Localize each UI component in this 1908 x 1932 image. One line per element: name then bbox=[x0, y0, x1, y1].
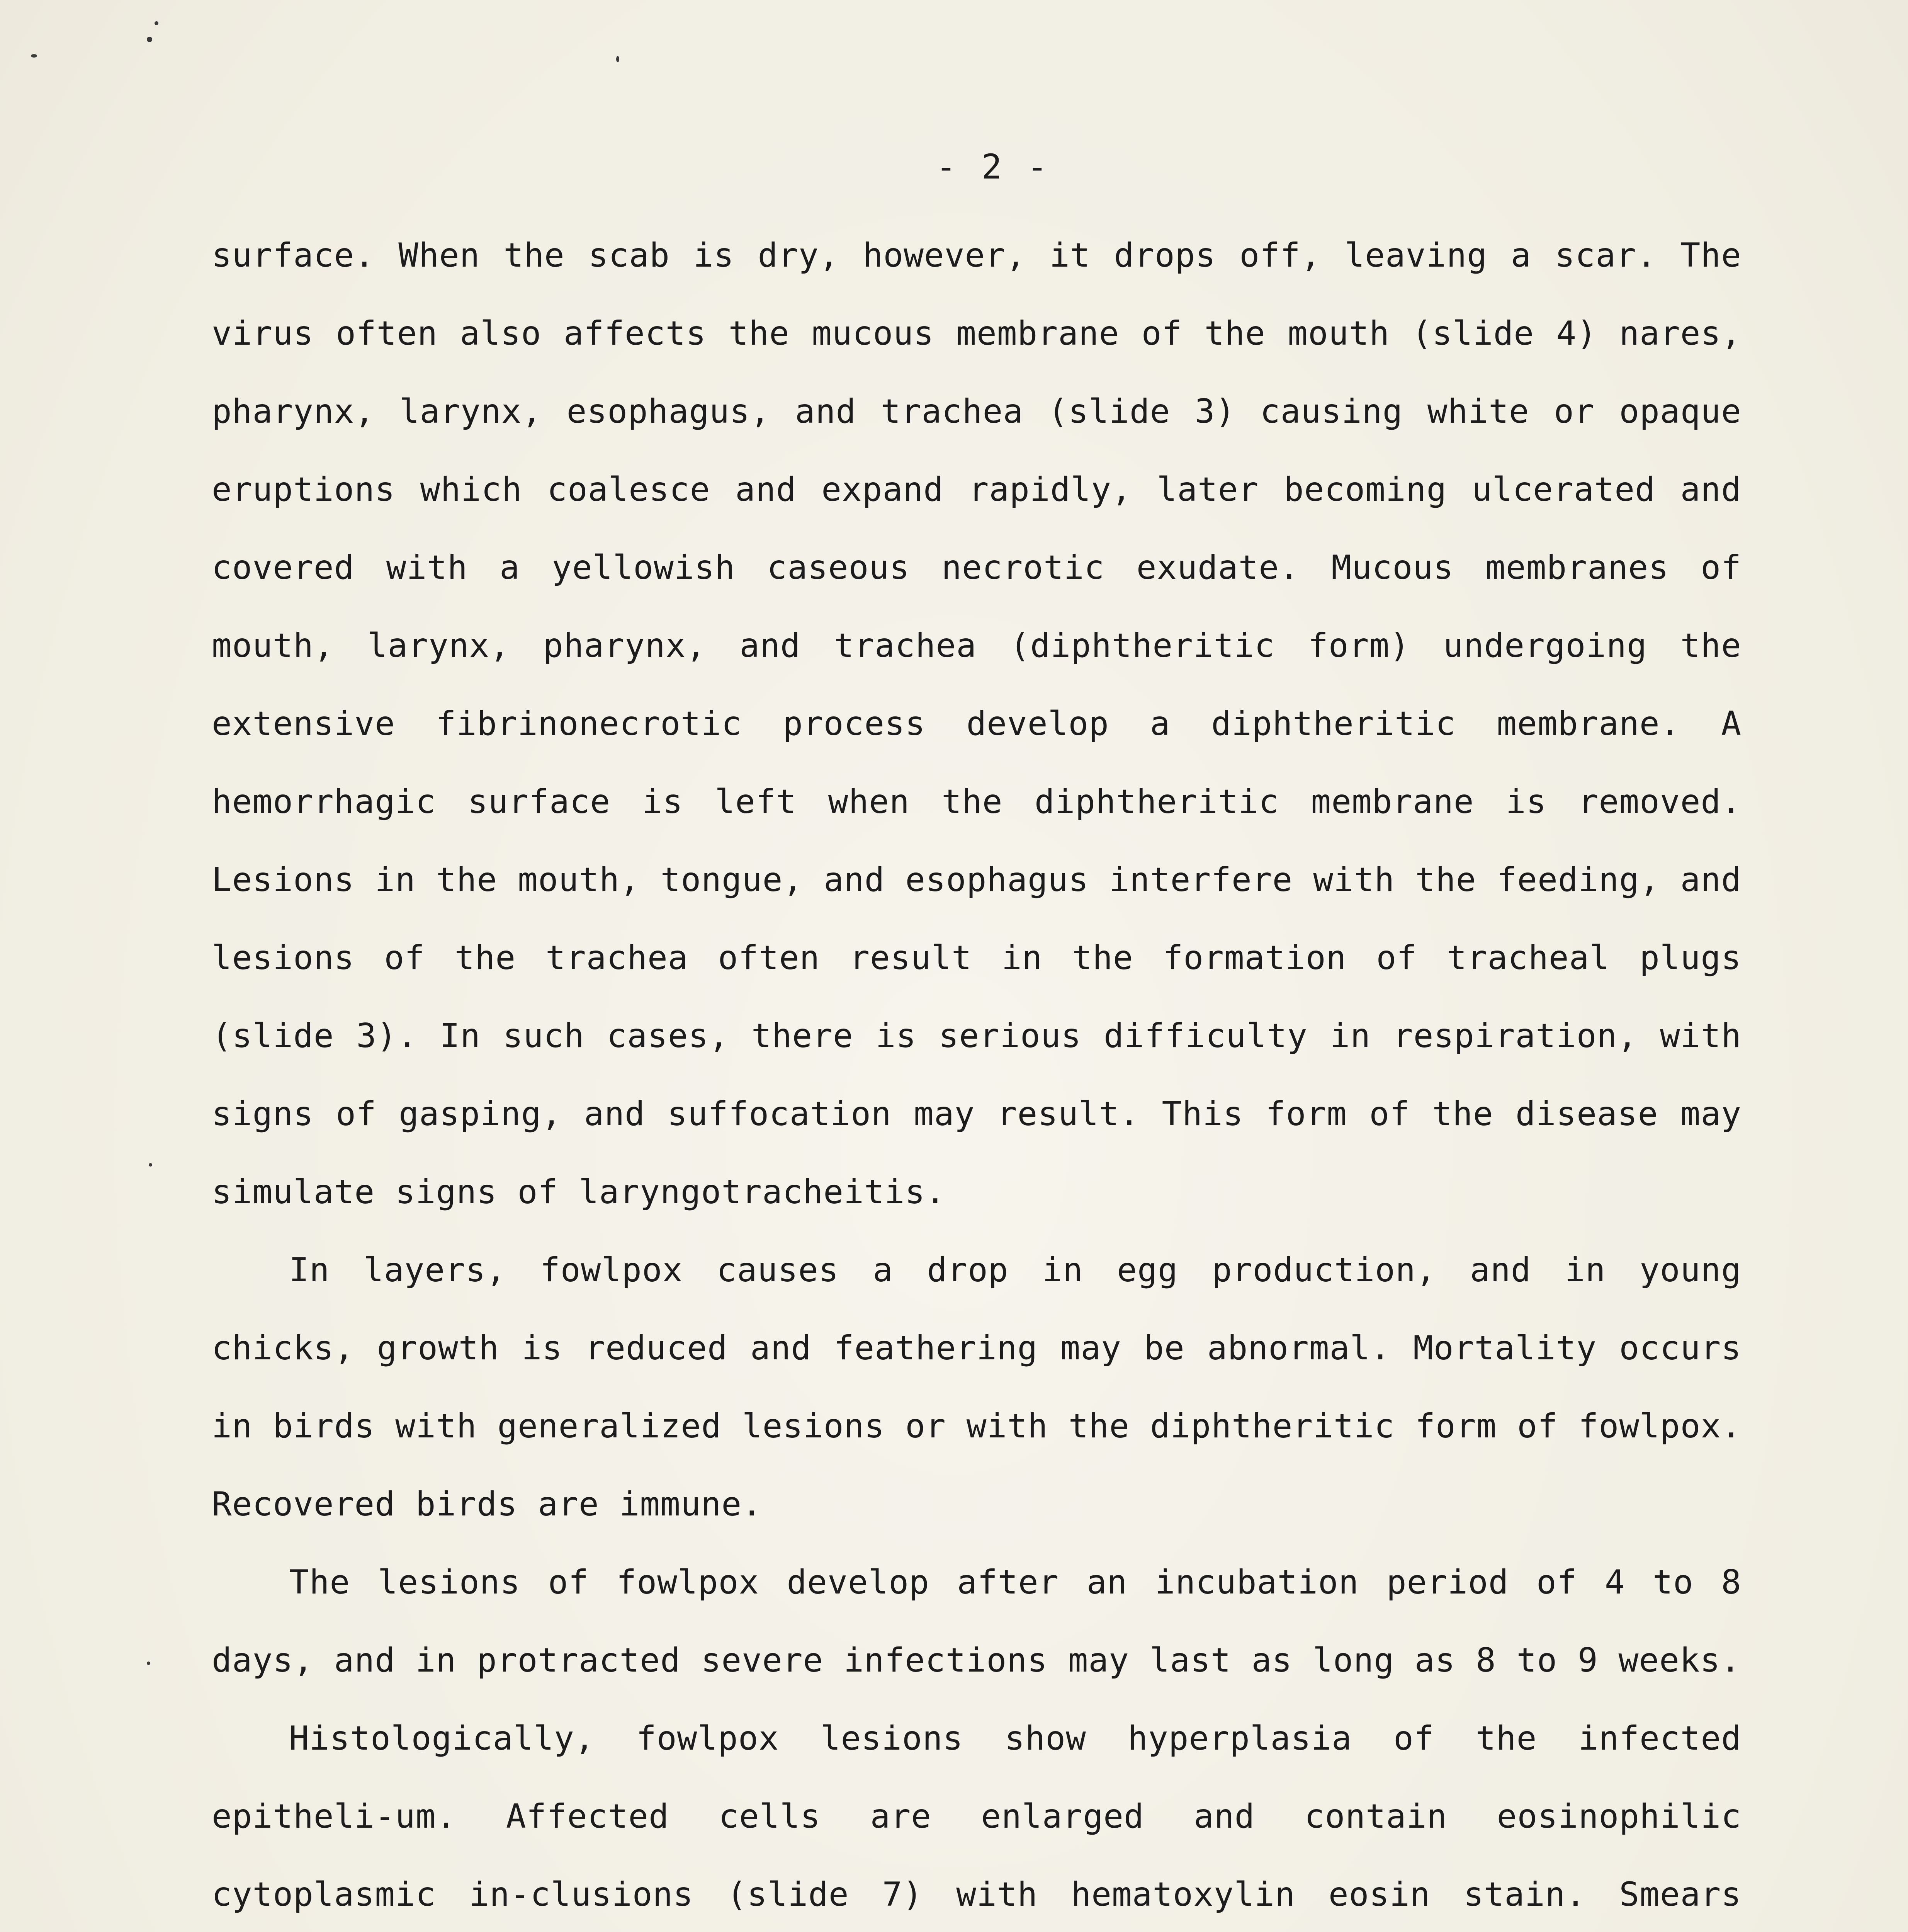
paragraph-4: Histologically, fowlpox lesions show hyperplasia of the infected epitheli-um. Affected cells are enlarged and contain eosinophilic cytoplasmic in-clusions (slide 7) with hematoxylin eosin stain. Smears bbox=[212, 1719, 1741, 1914]
paragraph-1: surface. When the scab is dry, however, it drops off, leaving a scar. The virus often also affects the mucous membrane of the mouth (slide 4) nares, pharynx, larynx, esophagus, and trachea (slide 3) causing white or opaque eruptions which coalesce and expand rapidly, later becoming ulcerated and covered with a yellowish caseous necrotic exudate. Mucous membranes of mouth, larynx, pharynx, and trachea (diphtheritic form) undergoing the extensive fibrinonecrotic process develop a diphtheritic membrane. A hemorrhagic surface is left when the diphtheritic membrane is removed. Lesions in the mouth, tongue, and esophagus interfere with the feeding, and lesions of the trachea often result in the formation of tracheal plugs (slide 3). In such cases, there is serious difficulty in respiration, with signs of gasping, and suffocation may result. This form of the disease may simulate signs of laryngotracheitis. bbox=[212, 236, 1741, 1211]
body-text bbox=[212, 216, 1741, 1932]
paper-speck bbox=[149, 1163, 152, 1167]
paper-speck bbox=[155, 21, 158, 25]
paper-speck bbox=[147, 37, 152, 42]
paper-speck bbox=[147, 1662, 150, 1665]
paper-speck bbox=[616, 56, 619, 62]
paragraph-3: The lesions of fowlpox develop after an incubation period of 4 to 8 days, and in protracted severe infections may last as long as 8 to 9 weeks. bbox=[212, 1563, 1741, 1680]
paragraph-2: In layers, fowlpox causes a drop in egg production, and in young chicks, growth is reduced and feathering may be abnormal. Mortality occurs in birds with generalized lesions or with the diphtheritic form of fowlpox. Recovered birds are immune. bbox=[212, 1251, 1741, 1524]
page-number: - 2 - bbox=[936, 147, 1050, 187]
paper-speck bbox=[31, 54, 37, 58]
